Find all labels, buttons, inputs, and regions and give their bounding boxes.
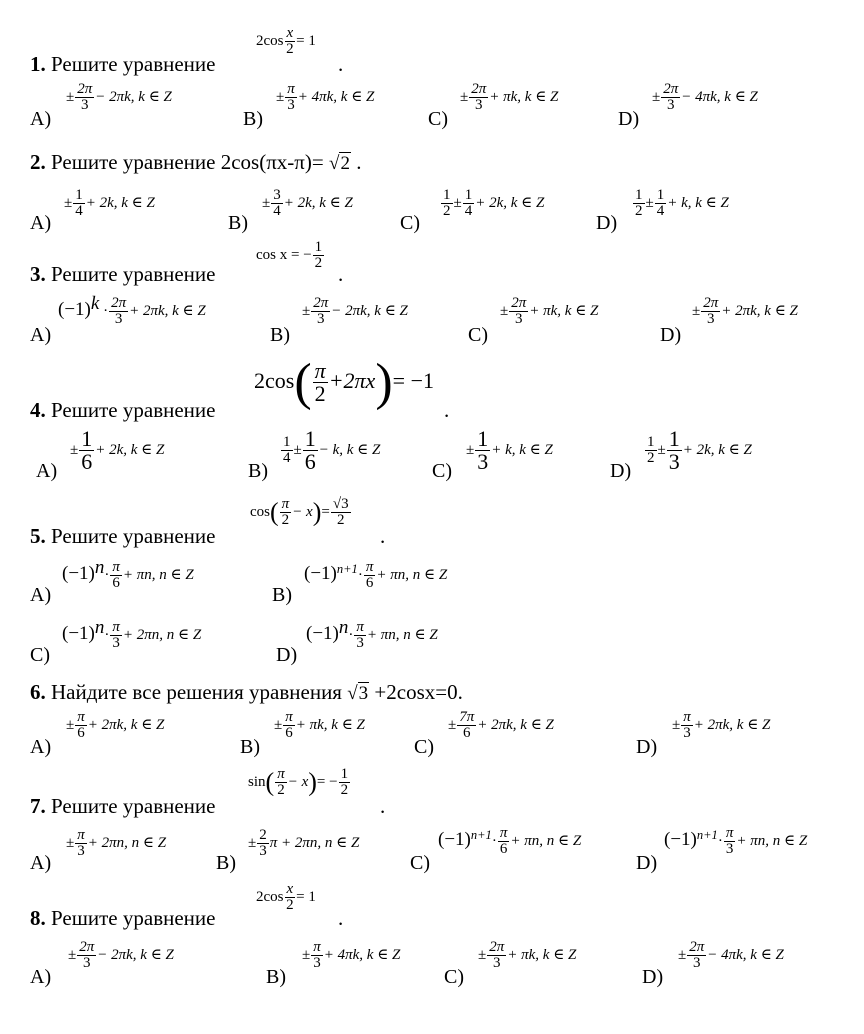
q6-option-c-label[interactable]: C): [414, 736, 434, 758]
q5-option-b-formula: $(-1)^{n+1}\cdot$ $\frac{\pi}{6}$ + πn, n ∈ Z: [304, 559, 448, 591]
q5-option-c-formula: $(-1)^n\cdot$ $\frac{\pi}{3}$ + 2πn, n ∈ Z: [62, 617, 202, 652]
q1-option-a-label[interactable]: A): [30, 108, 52, 130]
q7-option-c-label[interactable]: C): [410, 852, 430, 874]
q5-option-c-label[interactable]: C): [30, 644, 50, 666]
q4-option-b-formula: $\frac{1}{4}$ ± $\frac{1}{6}$ − k, k ∈ Z: [283, 426, 381, 474]
q2-option-c-label[interactable]: C): [400, 212, 420, 234]
question-4-period: .: [444, 398, 450, 422]
q3-option-c-label[interactable]: C): [468, 324, 488, 346]
q3-option-b-label[interactable]: B): [270, 324, 290, 346]
q4-option-c-formula: ± $\frac{1}{3}$ + k, k ∈ Z: [466, 426, 553, 474]
q8-option-d-label[interactable]: D): [642, 966, 664, 988]
q5-option-d-formula: $(-1)^n\cdot$ $\frac{\pi}{3}$ + πn, n ∈ Z: [306, 617, 438, 652]
q3-option-c-formula: ± $\frac{2\pi}{3}$ + πk, k ∈ Z: [500, 295, 599, 327]
q2-option-d-formula: $\frac{1}{2}$ ± $\frac{1}{4}$ + k, k ∈ Z: [635, 187, 729, 219]
question-4-prompt: 4. Решите уравнение: [30, 398, 216, 422]
q6-option-c-formula: ± $\frac{7\pi}{6}$ + 2πk, k ∈ Z: [448, 709, 554, 741]
question-8-equation: 2cos $\frac{x}{2}$ = 1: [256, 881, 316, 913]
q8-option-c-formula: ± $\frac{2\pi}{3}$ + πk, k ∈ Z: [478, 939, 577, 971]
question-5-period: .: [380, 524, 386, 548]
q2-option-a-formula: ± $\frac{1}{4}$ + 2k, k ∈ Z: [64, 187, 155, 219]
question-8-prompt: 8. Решите уравнение: [30, 906, 216, 930]
q4-option-c-label[interactable]: C): [432, 460, 452, 482]
q1-option-c-formula: ± $\frac{2\pi}{3}$ + πk, k ∈ Z: [460, 81, 559, 113]
q2-option-b-formula: ± $\frac{3}{4}$ + 2k, k ∈ Z: [262, 187, 353, 219]
q6-option-d-label[interactable]: D): [636, 736, 658, 758]
q4-option-d-formula: $\frac{1}{2}$ ± $\frac{1}{3}$ + 2k, k ∈ Z: [647, 426, 752, 474]
q4-option-a-formula: ± $\frac{1}{6}$ + 2k, k ∈ Z: [70, 426, 165, 474]
q8-option-b-formula: ± $\frac{\pi}{3}$ + 4πk, k ∈ Z: [302, 939, 401, 971]
q3-option-d-label[interactable]: D): [660, 324, 682, 346]
q7-option-b-label[interactable]: B): [216, 852, 236, 874]
q1-option-a-formula: ± $\frac{2\pi}{3}$ − 2πk, k ∈ Z: [66, 81, 172, 113]
q2-option-a-label[interactable]: A): [30, 212, 52, 234]
q1-option-d-label[interactable]: D): [618, 108, 640, 130]
q5-option-a-formula: $(-1)^n\cdot$ $\frac{\pi}{6}$ + πn, n ∈ Z: [62, 557, 194, 592]
q4-option-b-label[interactable]: B): [248, 460, 268, 482]
q4-option-a-label[interactable]: A): [36, 460, 58, 482]
question-8-period: .: [338, 906, 344, 930]
question-1-prompt: 1. Решите уравнение: [30, 52, 216, 76]
q8-option-a-formula: ± $\frac{2\pi}{3}$ − 2πk, k ∈ Z: [68, 939, 174, 971]
q1-option-b-label[interactable]: B): [243, 108, 263, 130]
q8-option-d-formula: ± $\frac{2\pi}{3}$ − 4πk, k ∈ Z: [678, 939, 784, 971]
q7-option-d-label[interactable]: D): [636, 852, 658, 874]
q6-option-d-formula: ± $\frac{\pi}{3}$ + 2πk, k ∈ Z: [672, 709, 771, 741]
q3-option-a-label[interactable]: A): [30, 324, 52, 346]
question-6-prompt: 6. Найдите все решения уравнения √3 +2cosx=0.: [30, 680, 463, 704]
question-7-equation: sin( $\frac{\pi}{2}$ − x)= − $\frac{1}{2}$: [248, 766, 349, 799]
question-5-equation: cos( $\frac{\pi}{2}$ − x)= $\frac{√3}{2}$: [250, 496, 349, 529]
question-3-equation: cos x = − $\frac{1}{2}$: [256, 239, 323, 271]
q7-option-d-formula: $(-1)^{n+1}\cdot$ $\frac{\pi}{3}$ + πn, n ∈ Z: [664, 825, 808, 857]
q6-option-a-formula: ± $\frac{\pi}{6}$ + 2πk, k ∈ Z: [66, 709, 165, 741]
q1-option-d-formula: ± $\frac{2\pi}{3}$ − 4πk, k ∈ Z: [652, 81, 758, 113]
q5-option-d-label[interactable]: D): [276, 644, 298, 666]
q7-option-c-formula: $(-1)^{n+1}\cdot$ $\frac{\pi}{6}$ + πn, n ∈ Z: [438, 825, 582, 857]
q8-option-b-label[interactable]: B): [266, 966, 286, 988]
q3-option-a-formula: $(-1)^k$ · $\frac{2\pi}{3}$ + 2πk, k ∈ Z: [58, 293, 206, 328]
q8-option-a-label[interactable]: A): [30, 966, 52, 988]
sqrt-3: √3: [347, 683, 369, 704]
q2-option-c-formula: $\frac{1}{2}$ ± $\frac{1}{4}$ + 2k, k ∈ Z: [443, 187, 545, 219]
sqrt-2: √2: [329, 153, 350, 174]
q6-option-b-formula: ± $\frac{\pi}{6}$ + πk, k ∈ Z: [274, 709, 365, 741]
question-7-period: .: [380, 794, 386, 818]
q5-option-a-label[interactable]: A): [30, 584, 52, 606]
question-3-prompt: 3. Решите уравнение: [30, 262, 216, 286]
question-7-prompt: 7. Решите уравнение: [30, 794, 216, 818]
q2-option-b-label[interactable]: B): [228, 212, 248, 234]
q3-option-b-formula: ± $\frac{2\pi}{3}$ − 2πk, k ∈ Z: [302, 295, 408, 327]
q3-option-d-formula: ± $\frac{2\pi}{3}$ + 2πk, k ∈ Z: [692, 295, 798, 327]
q5-option-b-label[interactable]: B): [272, 584, 292, 606]
question-4-equation: 2cos( $\frac{\pi}{2}$ +2πx)= −1: [254, 353, 434, 411]
q7-option-a-label[interactable]: A): [30, 852, 52, 874]
question-3-period: .: [338, 262, 344, 286]
q2-option-d-label[interactable]: D): [596, 212, 618, 234]
q1-option-c-label[interactable]: C): [428, 108, 448, 130]
q7-option-a-formula: ± $\frac{\pi}{3}$ + 2πn, n ∈ Z: [66, 827, 167, 859]
question-1-equation: 2cos $\frac{x}{2}$ = 1: [256, 25, 316, 57]
q4-option-d-label[interactable]: D): [610, 460, 632, 482]
question-5-prompt: 5. Решите уравнение: [30, 524, 216, 548]
q1-option-b-formula: ± $\frac{\pi}{3}$ + 4πk, k ∈ Z: [276, 81, 375, 113]
question-1-period: .: [338, 52, 344, 76]
q6-option-a-label[interactable]: A): [30, 736, 52, 758]
q8-option-c-label[interactable]: C): [444, 966, 464, 988]
question-2-prompt: 2. Решите уравнение 2cos(πx-π)= √2 .: [30, 150, 362, 174]
q6-option-b-label[interactable]: B): [240, 736, 260, 758]
q7-option-b-formula: ± $\frac{2}{3}$ π + 2πn, n ∈ Z: [248, 827, 360, 859]
